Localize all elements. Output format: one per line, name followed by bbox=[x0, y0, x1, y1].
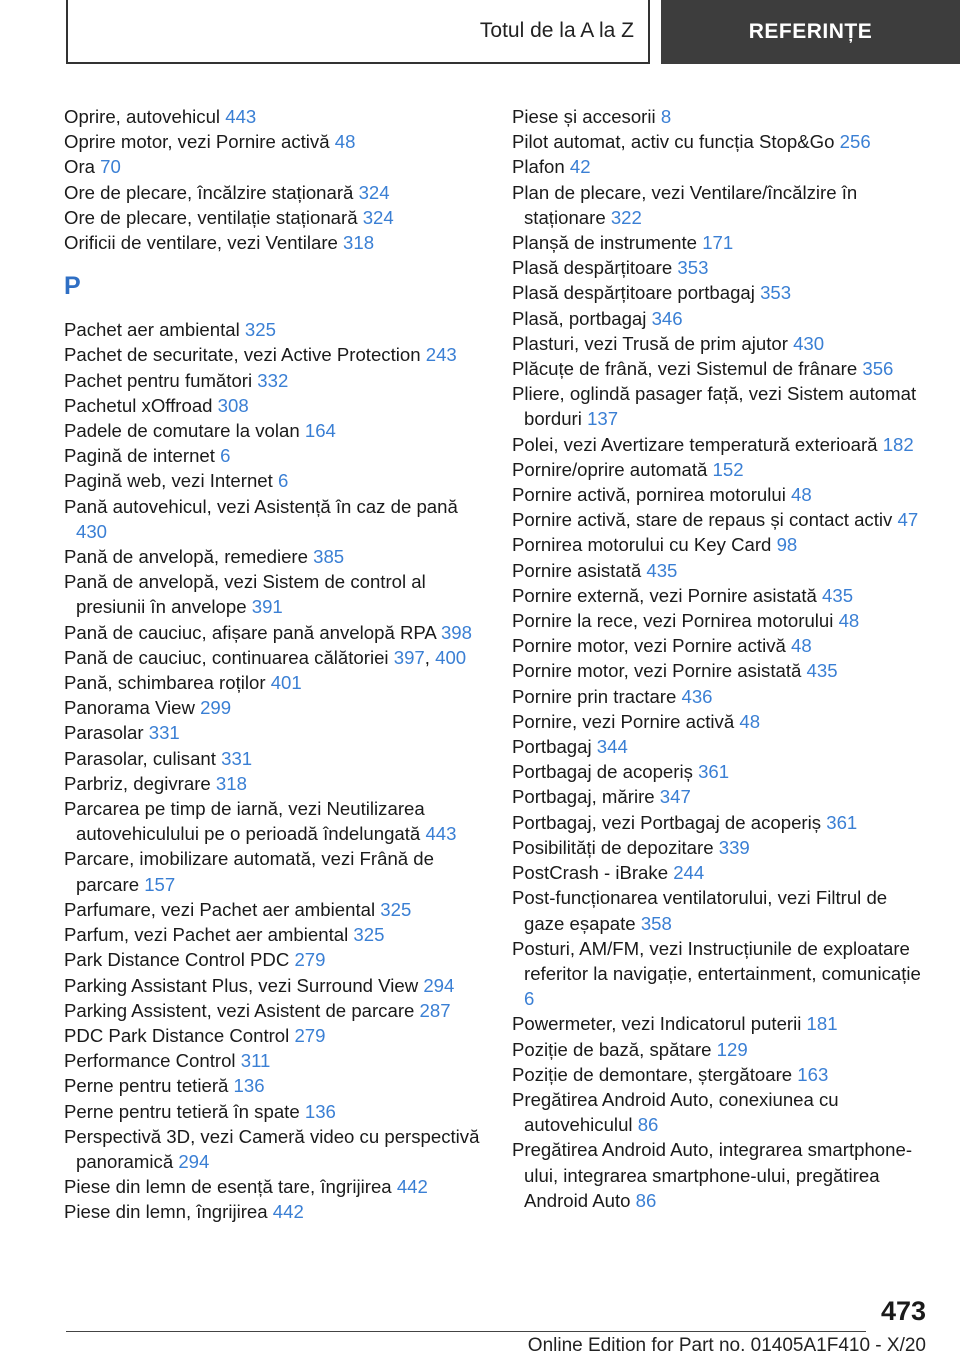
index-entry-text: Pornirea motorului cu Key Card bbox=[512, 534, 772, 556]
index-entry bbox=[512, 1011, 932, 1036]
index-entry: Pană de cauciuc, continuarea călătoriei 397, 400 bbox=[64, 646, 467, 668]
index-entry bbox=[512, 356, 932, 381]
page-reference-link[interactable]: 98 bbox=[776, 534, 798, 556]
index-entry-text: Pilot automat, activ cu funcția Stop&Go bbox=[512, 131, 835, 153]
page-reference-link[interactable]: 398 bbox=[440, 621, 472, 643]
index-entry-text: Padele de comutare la volan bbox=[64, 420, 300, 442]
page-reference-link[interactable]: 346 bbox=[651, 307, 683, 329]
index-entry bbox=[64, 443, 482, 468]
index-entry-text: Parasolar bbox=[64, 722, 144, 744]
page-reference-link[interactable]: 435 bbox=[806, 660, 838, 682]
index-entry bbox=[512, 482, 932, 507]
page-reference-link[interactable]: 344 bbox=[596, 736, 628, 758]
index-entry bbox=[64, 1023, 482, 1048]
index-entry bbox=[512, 1087, 932, 1137]
index-entry bbox=[512, 709, 932, 734]
page-reference-link[interactable]: 311 bbox=[240, 1050, 271, 1072]
page-reference-link[interactable]: 401 bbox=[270, 672, 302, 694]
index-entry bbox=[512, 381, 932, 431]
index-entry bbox=[512, 255, 932, 280]
index-entry-text: Perne pentru tetieră în spate bbox=[64, 1100, 300, 1122]
index-entry-text: Pagină web, vezi Internet bbox=[64, 470, 273, 492]
index-entry-text: Plasă despărțitoare bbox=[512, 257, 673, 279]
index-entry bbox=[64, 1124, 482, 1174]
index-entry-text: Pornire externă, vezi Pornire asistată bbox=[512, 584, 817, 606]
page-reference-link[interactable]: 332 bbox=[257, 369, 289, 391]
index-entry bbox=[512, 759, 932, 784]
index-entry-text: Planșă de instrumente bbox=[512, 232, 698, 254]
index-entry bbox=[64, 180, 482, 205]
index-entry-text: Parfumare, vezi Pachet aer ambiental bbox=[64, 898, 376, 920]
index-entry-text: Pană de anvelopă, remediere bbox=[64, 546, 308, 568]
page-reference-link[interactable]: 48 bbox=[334, 131, 356, 153]
page-reference-link[interactable]: 182 bbox=[882, 433, 914, 455]
page-reference-link[interactable]: 181 bbox=[806, 1013, 838, 1035]
index-entry-text: Pornire activă, stare de repaus și contact activ bbox=[512, 509, 893, 531]
page-reference-link[interactable]: 358 bbox=[640, 912, 672, 934]
index-entry bbox=[64, 720, 482, 745]
index-entry bbox=[512, 885, 932, 935]
index-entry-text: Pornire prin tractare bbox=[512, 685, 677, 707]
index-entry bbox=[64, 230, 482, 255]
index-entry bbox=[512, 1062, 932, 1087]
index-entry-text: Pană autovehicul, vezi Asistență în caz de pană bbox=[64, 495, 458, 517]
page-reference-link[interactable]: 47 bbox=[897, 509, 919, 531]
page-reference-link[interactable]: 318 bbox=[343, 232, 375, 254]
page-reference-link[interactable]: 353 bbox=[677, 257, 709, 279]
page-reference-link[interactable]: 48 bbox=[838, 610, 860, 632]
index-entry-text: Pachet aer ambiental bbox=[64, 319, 240, 341]
page-reference-link[interactable]: 361 bbox=[698, 761, 730, 783]
index-entry bbox=[64, 569, 482, 619]
index-entry-text: Pornire, vezi Pornire activă bbox=[512, 710, 735, 732]
page-reference-link[interactable]: 324 bbox=[362, 206, 394, 228]
page-reference-link[interactable]: 443 bbox=[425, 823, 457, 845]
index-entry bbox=[64, 695, 482, 720]
index-entry bbox=[64, 947, 482, 972]
index-entry bbox=[512, 1037, 932, 1062]
page-reference-link[interactable]: 137 bbox=[587, 408, 619, 430]
index-entry-text: Panorama View bbox=[64, 697, 195, 719]
page-reference-link[interactable]: 339 bbox=[718, 836, 750, 858]
index-entry-text: Posibilități de depozitare bbox=[512, 836, 714, 858]
index-entry-text: Pagină de internet bbox=[64, 445, 215, 467]
index-entry bbox=[64, 846, 482, 896]
page-reference-link[interactable]: 152 bbox=[712, 458, 744, 480]
index-entry-text: Plasă despărțitoare portbagaj bbox=[512, 282, 755, 304]
page-reference-link[interactable]: 430 bbox=[76, 520, 108, 542]
index-entry-text: Parking Assistant Plus, vezi Surround View bbox=[64, 974, 419, 996]
index-entry-text: Portbagaj bbox=[512, 736, 592, 758]
index-column-left bbox=[64, 104, 482, 1225]
page-reference-link[interactable]: 400 bbox=[435, 646, 467, 668]
page-reference-link[interactable]: 299 bbox=[200, 697, 232, 719]
index-entry-text: Performance Control bbox=[64, 1050, 236, 1072]
index-entry bbox=[512, 331, 932, 356]
index-entry-text: Pornire la rece, vezi Pornirea motorului bbox=[512, 610, 834, 632]
index-entry-text: Portbagaj, mărire bbox=[512, 786, 655, 808]
index-letter-heading: P bbox=[64, 272, 81, 301]
index-entry bbox=[64, 104, 482, 129]
index-entry bbox=[512, 583, 932, 608]
index-entry-text: Piese din lemn de esență tare, îngrijirea bbox=[64, 1176, 392, 1198]
page-reference-link[interactable]: 256 bbox=[839, 131, 871, 153]
page-reference-link[interactable]: 325 bbox=[244, 319, 276, 341]
page-reference-link[interactable]: 287 bbox=[419, 999, 451, 1021]
index-entry bbox=[512, 532, 932, 557]
index-entry-text: Parcare, imobilizare automată, vezi Frână de parcare bbox=[64, 848, 434, 895]
page-reference-link[interactable]: 243 bbox=[425, 344, 457, 366]
page-reference-link[interactable]: 331 bbox=[148, 722, 180, 744]
page-reference-link[interactable]: 385 bbox=[313, 546, 345, 568]
page-reference-link[interactable]: 164 bbox=[304, 420, 336, 442]
page-reference-link[interactable]: 347 bbox=[659, 786, 691, 808]
index-entry bbox=[64, 1099, 482, 1124]
page-reference-link[interactable]: 48 bbox=[739, 710, 761, 732]
page-reference-link[interactable]: 42 bbox=[569, 156, 591, 178]
page-reference-link[interactable]: 136 bbox=[233, 1075, 265, 1097]
index-entry-text: Portbagaj de acoperiș bbox=[512, 761, 693, 783]
page-reference-link[interactable]: 163 bbox=[797, 1063, 829, 1085]
index-entry bbox=[64, 998, 482, 1023]
index-entry bbox=[512, 432, 932, 457]
page-reference-link[interactable]: 294 bbox=[423, 974, 455, 996]
index-entry bbox=[512, 936, 932, 1012]
index-entry-text: PostCrash - iBrake bbox=[512, 862, 669, 884]
page-reference-link[interactable]: 322 bbox=[610, 206, 642, 228]
index-entry bbox=[64, 771, 482, 796]
page-reference-link[interactable]: 308 bbox=[217, 394, 249, 416]
header-chapter-title: REFERINȚE bbox=[748, 20, 873, 43]
index-entry bbox=[64, 368, 482, 393]
page-reference-link[interactable]: 443 bbox=[225, 106, 257, 127]
index-entry bbox=[512, 230, 932, 255]
page-reference-link[interactable]: 356 bbox=[862, 358, 894, 380]
index-entry-text: Pană de anvelopă, vezi Sistem de control al presiunii în anvelope bbox=[64, 571, 426, 618]
footer-edition: Online Edition for Part no. 01405A1F410 - X/20 bbox=[527, 1335, 926, 1356]
index-entry-text: Pachet de securitate, vezi Active Protection bbox=[64, 344, 421, 366]
index-entry-text: Polei, vezi Avertizare temperatură exterioară bbox=[512, 433, 878, 455]
index-entry-text: Pliere, oglindă pasager față, vezi Sistem automat borduri bbox=[512, 383, 917, 430]
page-reference-link[interactable]: 70 bbox=[100, 156, 121, 178]
page-reference-link[interactable]: 48 bbox=[791, 484, 812, 506]
index-entry bbox=[64, 205, 482, 230]
page-reference-link[interactable]: 435 bbox=[646, 559, 678, 581]
page-reference-link[interactable]: 171 bbox=[702, 232, 734, 254]
index-entry-text: Pană de cauciuc, afișare pană anvelopă RPA bbox=[64, 621, 436, 643]
page-reference-link[interactable]: 157 bbox=[144, 873, 176, 895]
index-entry-text: Pornire motor, vezi Pornire asistată bbox=[512, 660, 802, 682]
index-entry-text: Plasturi, vezi Trusă de prim ajutor bbox=[512, 332, 788, 354]
index-entry bbox=[64, 129, 482, 154]
index-entry-text: Pachetul xOffroad bbox=[64, 394, 213, 416]
page-reference-link[interactable]: 136 bbox=[304, 1100, 336, 1122]
index-entry bbox=[512, 633, 932, 658]
page-reference-link[interactable]: 436 bbox=[681, 685, 713, 707]
index-entry-text: Posturi, AM/FM, vezi Instrucțiunile de exploatare referitor la navigație, entertainment, comunicație bbox=[512, 937, 921, 984]
page-number: 473 bbox=[880, 1296, 926, 1326]
page-reference-link[interactable]: 442 bbox=[272, 1201, 304, 1223]
page-reference-link[interactable]: 318 bbox=[215, 772, 247, 794]
index-entry-text: Parcarea pe timp de iarnă, vezi Neutilizarea autovehiculului pe o perioadă îndelungată bbox=[64, 798, 425, 845]
index-entry bbox=[64, 620, 482, 645]
page-reference-link[interactable]: 294 bbox=[178, 1150, 210, 1172]
index-entry-text: Pornire asistată bbox=[512, 559, 642, 581]
index-entry bbox=[64, 973, 482, 998]
page-reference-link[interactable]: 361 bbox=[826, 811, 858, 833]
index-entry bbox=[64, 154, 482, 179]
index-entry bbox=[512, 810, 932, 835]
index-entry bbox=[64, 342, 482, 367]
index-entry bbox=[64, 468, 482, 493]
page-reference-link[interactable]: 8 bbox=[660, 106, 672, 127]
index-entry bbox=[512, 558, 932, 583]
index-entry bbox=[512, 507, 932, 532]
page-reference-link[interactable]: 397 bbox=[393, 646, 425, 668]
index-entry bbox=[512, 104, 932, 129]
index-entry-text: Plafon bbox=[512, 156, 565, 178]
page-reference-link[interactable]: 244 bbox=[673, 862, 705, 884]
index-entry bbox=[64, 418, 482, 443]
index-entry-text: Piese și accesorii bbox=[512, 106, 656, 127]
index-entry bbox=[64, 1073, 482, 1098]
index-entry-text: Pregătirea Android Auto, conexiunea cu autovehiculul bbox=[512, 1088, 839, 1136]
header-section-title: Totul de la A la Z bbox=[479, 19, 634, 42]
index-entry-text: Pornire/oprire automată bbox=[512, 458, 708, 480]
page-reference-link[interactable]: 279 bbox=[294, 949, 326, 971]
index-entry-text: Poziție de demontare, ștergătoare bbox=[512, 1063, 793, 1085]
index-entry-text: Orificii de ventilare, vezi Ventilare bbox=[64, 232, 338, 254]
index-entry-text: Parbriz, degivrare bbox=[64, 772, 211, 794]
index-entry bbox=[512, 129, 932, 154]
page-reference-link[interactable]: 129 bbox=[716, 1038, 748, 1060]
index-entry bbox=[512, 734, 932, 759]
index-entry-text: Plăcuțe de frână, vezi Sistemul de frânare bbox=[512, 358, 858, 380]
index-entry bbox=[512, 457, 932, 482]
index-entry bbox=[512, 784, 932, 809]
index-entry bbox=[64, 1199, 482, 1224]
index-entry-text: Ore de plecare, încălzire staționară bbox=[64, 181, 354, 203]
index-entry bbox=[64, 796, 482, 846]
page-reference-link[interactable]: 48 bbox=[791, 635, 812, 657]
index-entry-text: Portbagaj, vezi Portbagaj de acoperiș bbox=[512, 811, 822, 833]
index-entry-text: Pană de cauciuc, continuarea călătoriei bbox=[64, 646, 389, 668]
index-entry-text: Oprire motor, vezi Pornire activă bbox=[64, 131, 330, 153]
index-entry bbox=[512, 835, 932, 860]
page-reference-link[interactable]: 6 bbox=[220, 445, 231, 467]
page-reference-link[interactable]: 435 bbox=[822, 584, 854, 606]
index-entry-text: Pană, schimbarea roților bbox=[64, 672, 266, 694]
index-entry bbox=[512, 1137, 932, 1213]
page-reference-link[interactable]: 6 bbox=[524, 988, 535, 1010]
index-entry-text: Pachet pentru fumători bbox=[64, 369, 253, 391]
footer-divider bbox=[66, 1331, 866, 1332]
page-reference-link[interactable]: 325 bbox=[353, 924, 385, 946]
index-entry bbox=[64, 544, 482, 569]
index-entry bbox=[512, 306, 932, 331]
index-entry-text: Park Distance Control PDC bbox=[64, 949, 290, 971]
index-entry-text: Plan de plecare, vezi Ventilare/încălzire în staționare bbox=[512, 181, 858, 228]
page-reference-link[interactable]: 325 bbox=[380, 898, 412, 920]
index-entry bbox=[512, 280, 932, 305]
index-entry-text: Perne pentru tetieră bbox=[64, 1075, 229, 1097]
index-entry-text: PDC Park Distance Control bbox=[64, 1024, 290, 1046]
index-entry bbox=[64, 897, 482, 922]
index-entry bbox=[64, 746, 482, 771]
page-reference-link[interactable]: 6 bbox=[277, 470, 289, 492]
index-entry bbox=[64, 922, 482, 947]
index-entry-text: Poziție de bază, spătare bbox=[512, 1038, 712, 1060]
page-reference-link[interactable]: 331 bbox=[221, 747, 253, 769]
index-entry-text: Oprire, autovehicul bbox=[64, 106, 221, 127]
index-entry bbox=[64, 317, 482, 342]
index-entry-text: Plasă, portbagaj bbox=[512, 307, 647, 329]
page-reference-link[interactable]: 442 bbox=[396, 1176, 428, 1198]
index-entry bbox=[64, 1048, 482, 1073]
index-entry-text: Perspectivă 3D, vezi Cameră video cu perspectivă panoramică bbox=[64, 1125, 480, 1172]
index-entry bbox=[64, 393, 482, 418]
index-entry-text: Powermeter, vezi Indicatorul puterii bbox=[512, 1013, 802, 1035]
index-entry bbox=[64, 494, 482, 544]
page-reference-link[interactable]: 324 bbox=[358, 181, 390, 203]
header-chapter-tab bbox=[661, 0, 960, 64]
page-reference-link[interactable]: 279 bbox=[294, 1024, 326, 1046]
index-entry-text: Piese din lemn, îngrijirea bbox=[64, 1201, 268, 1223]
index-entry-text: Pornire motor, vezi Pornire activă bbox=[512, 635, 786, 657]
header-section-tab bbox=[66, 0, 650, 64]
index-entry-text: Parking Assistent, vezi Asistent de parcare bbox=[64, 999, 415, 1021]
index-entry-text: Parasolar, culisant bbox=[64, 747, 216, 769]
index-entry bbox=[512, 154, 932, 179]
index-entry-text: Pregătirea Android Auto, integrarea smartphone-ului, integrarea smartphone-ului, pregătirea Android Auto bbox=[512, 1139, 913, 1211]
page-reference-link[interactable]: 86 bbox=[637, 1114, 659, 1136]
index-entry-text: Ora bbox=[64, 156, 95, 178]
index-entry bbox=[64, 670, 482, 695]
index-column-right bbox=[512, 104, 932, 1213]
index-entry-text: Parfum, vezi Pachet aer ambiental bbox=[64, 924, 349, 946]
index-entry bbox=[512, 860, 932, 885]
page-reference-link[interactable]: 86 bbox=[635, 1189, 657, 1211]
index-entry bbox=[512, 180, 932, 230]
index-entry-text: Ore de plecare, ventilație staționară bbox=[64, 206, 358, 228]
page-reference-link[interactable]: 353 bbox=[760, 282, 792, 304]
index-entry bbox=[512, 608, 932, 633]
index-entry bbox=[512, 684, 932, 709]
page-reference-link[interactable]: 430 bbox=[793, 332, 825, 354]
index-entry bbox=[512, 658, 932, 683]
index-entry bbox=[64, 1174, 482, 1199]
index-entry-text: Pornire activă, pornirea motorului bbox=[512, 484, 786, 506]
index-entry-text: Post-funcționarea ventilatorului, vezi Filtrul de gaze eșapate bbox=[512, 887, 888, 934]
page-reference-link[interactable]: 391 bbox=[251, 596, 283, 618]
